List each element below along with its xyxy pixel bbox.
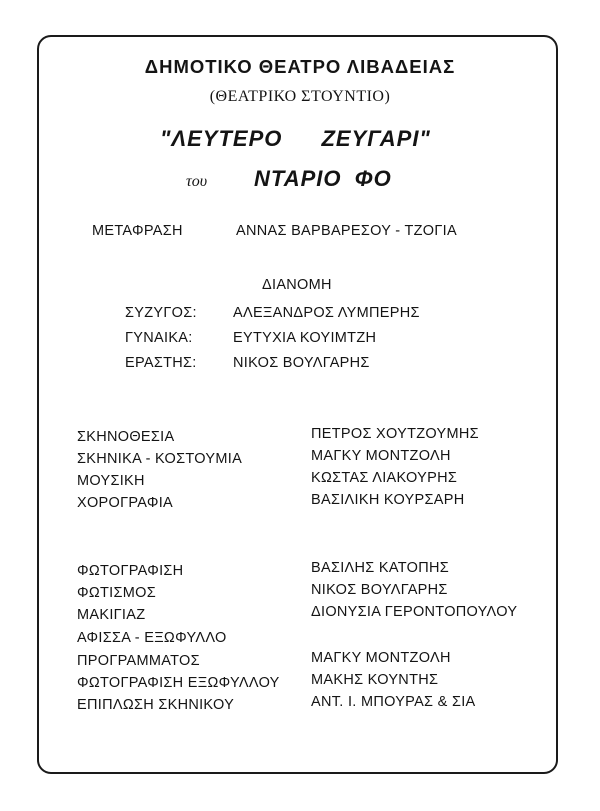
translation-label: ΜΕΤΑΦΡΑΣΗ xyxy=(92,223,183,239)
crew-role: ΦΩΤΟΓΡΑΦΙΣΗ xyxy=(77,563,184,579)
cast-actor: ΑΛΕΞΑΝΔΡΟΣ ΛΥΜΠΕΡΗΣ xyxy=(233,305,420,321)
crew-name: ΔΙΟΝΥΣΙΑ ΓΕΡΟΝΤΟΠΟΥΛΟΥ xyxy=(311,604,518,620)
crew-role: ΣΚΗΝΙΚΑ - ΚΟΣΤΟΥΜΙΑ xyxy=(77,451,243,467)
crew-role: ΠΡΟΓΡΑΜΜΑΤΟΣ xyxy=(77,653,200,669)
crew-name: ΜΑΚΗΣ ΚΟΥΝΤΗΣ xyxy=(311,672,439,688)
crew-name: ΒΑΣΙΛΗΣ ΚΑΤΟΠΗΣ xyxy=(311,560,450,576)
studio-subtitle: (ΘΕΑΤΡΙΚΟ ΣΤΟΥΝΤΙΟ) xyxy=(209,88,391,105)
author-name: ΝΤΑΡΙΟ ΦΟ xyxy=(254,166,392,191)
crew-role: ΑΦΙΣΣΑ - ΕΞΩΦΥΛΛΟ xyxy=(77,630,227,646)
cast-role: ΣΥΖΥΓΟΣ: xyxy=(125,305,197,321)
crew-role: ΜΑΚΙΓΙΑΖ xyxy=(77,607,146,623)
crew-name: ΜΑΓΚΥ ΜΟΝΤΖΟΛΗ xyxy=(311,448,451,464)
crew-role: ΦΩΤΟΓΡΑΦΙΣΗ ΕΞΩΦΥΛΛΟΥ xyxy=(77,675,280,691)
crew-role: ΜΟΥΣΙΚΗ xyxy=(77,473,145,489)
crew-role: ΕΠΙΠΛΩΣΗ ΣΚΗΝΙΚΟΥ xyxy=(77,697,235,713)
cast-role: ΓΥΝΑΙΚΑ: xyxy=(125,330,193,346)
crew-name: ΠΕΤΡΟΣ ΧΟΥΤΖΟΥΜΗΣ xyxy=(311,426,479,442)
crew-name: ΑΝΤ. Ι. ΜΠΟΥΡΑΣ & ΣΙΑ xyxy=(311,694,476,710)
crew-role: ΦΩΤΙΣΜΟΣ xyxy=(77,585,156,601)
cast-actor: ΝΙΚΟΣ ΒΟΥΛΓΑΡΗΣ xyxy=(233,355,370,371)
play-title: "ΛΕΥΤΕΡΟ ΖΕΥΓΑΡΙ" xyxy=(160,126,431,151)
translation-value: ΑΝΝΑΣ ΒΑΡΒΑΡΕΣΟΥ - ΤΖΟΓΙΑ xyxy=(236,223,457,239)
cast-heading: ΔΙΑΝΟΜΗ xyxy=(262,277,332,293)
cast-role: ΕΡΑΣΤΗΣ: xyxy=(125,355,197,371)
crew-name: ΝΙΚΟΣ ΒΟΥΛΓΑΡΗΣ xyxy=(311,582,448,598)
crew-name: ΒΑΣΙΛΙΚΗ ΚΟΥΡΣΑΡΗ xyxy=(311,492,465,508)
theatre-name: ΔΗΜΟΤΙΚΟ ΘΕΑΤΡΟ ΛΙΒΑΔΕΙΑΣ xyxy=(144,56,456,77)
crew-role: ΧΟΡΟΓΡΑΦΙΑ xyxy=(77,495,174,511)
crew-role: ΣΚΗΝΟΘΕΣΙΑ xyxy=(77,429,175,445)
cast-actor: ΕΥΤΥΧΙΑ ΚΟΥΙΜΤΖΗ xyxy=(233,330,377,346)
crew-name: ΚΩΣΤΑΣ ΛΙΑΚΟΥΡΗΣ xyxy=(311,470,458,486)
author-by-label: του xyxy=(186,173,208,190)
crew-name: ΜΑΓΚΥ ΜΟΝΤΖΟΛΗ xyxy=(311,650,451,666)
